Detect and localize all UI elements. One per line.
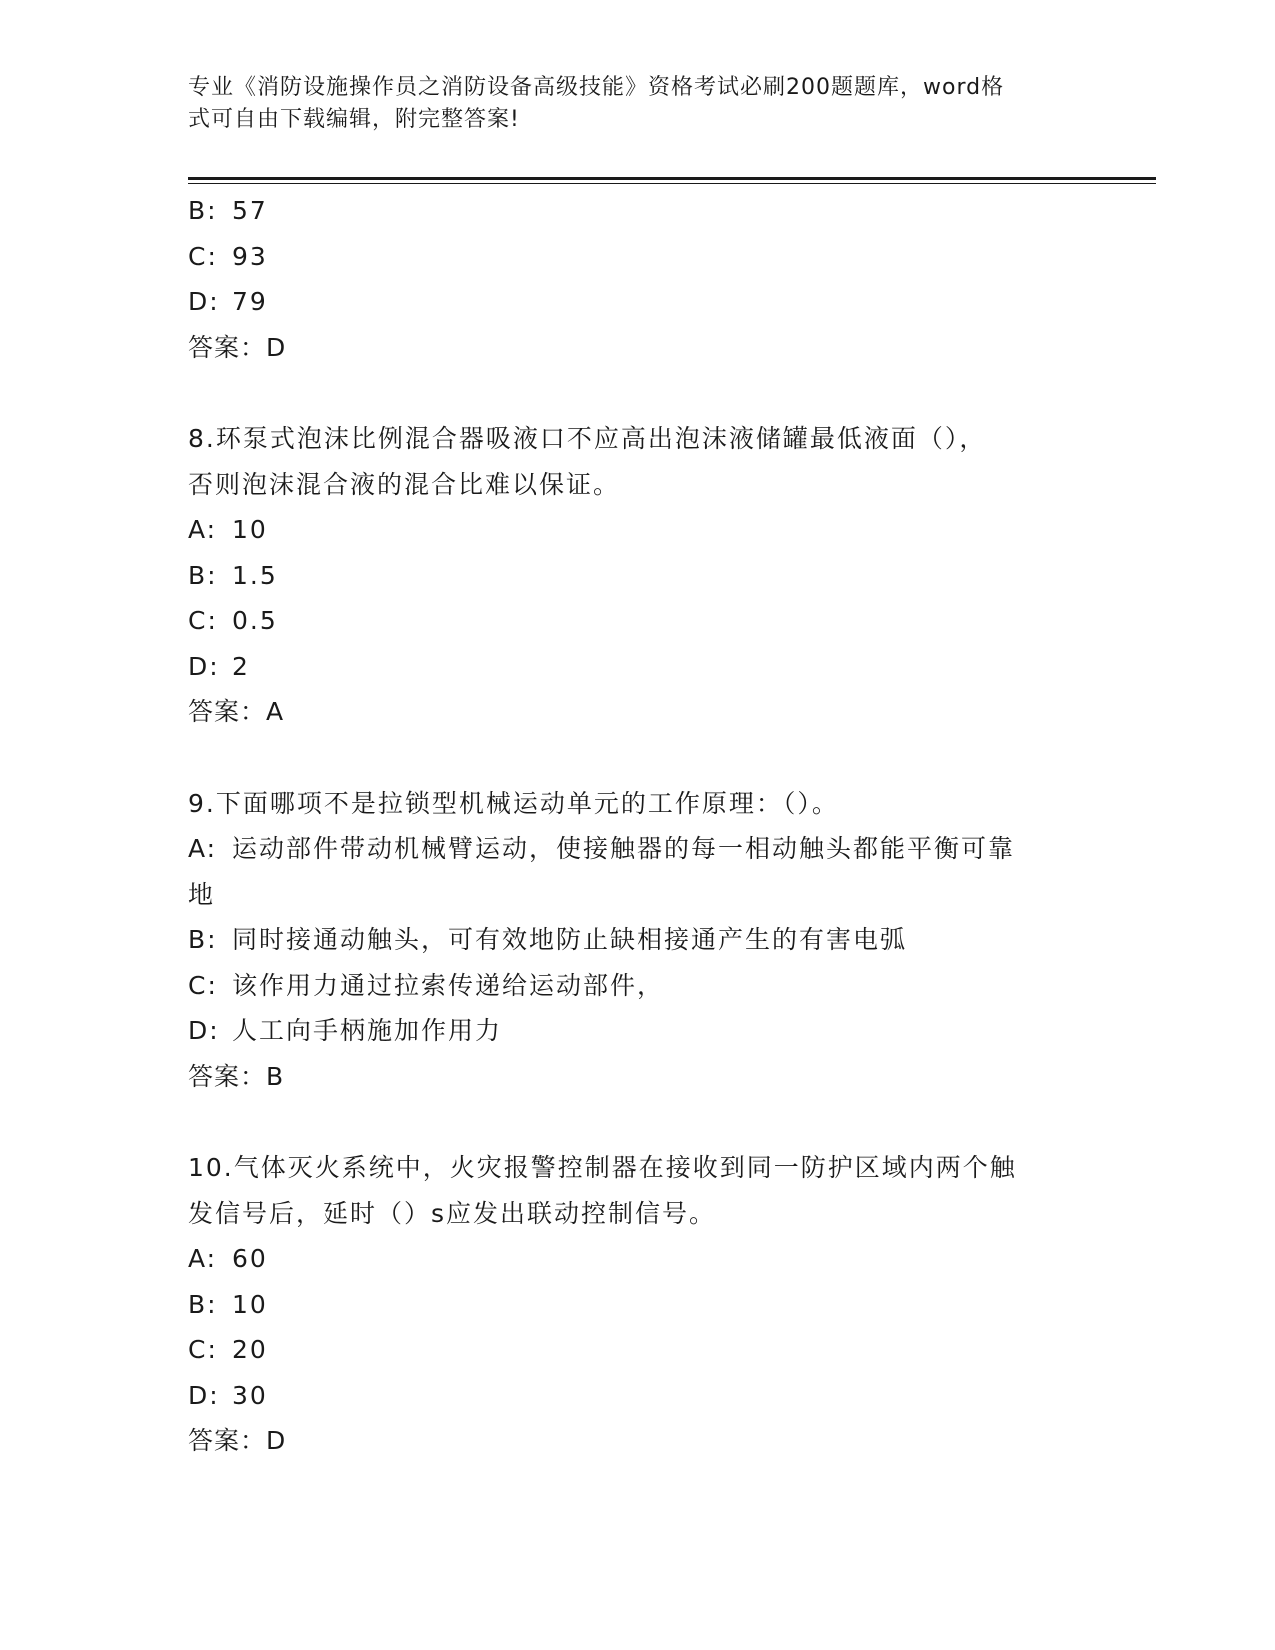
question-text: 10.气体灭火系统中，火灾报警控制器在接收到同一防护区域内两个触 [188, 1153, 1017, 1182]
answer-line: 答案：D [188, 1426, 287, 1455]
option-a [188, 1236, 1088, 1282]
option-text: 57 [232, 196, 268, 225]
option-text: 10 [232, 1289, 268, 1319]
option-d [188, 1373, 1088, 1419]
option-a [188, 826, 1088, 872]
question-9 [188, 781, 1088, 1100]
option-c [188, 963, 1088, 1009]
question-text: 9.下面哪项不是拉锁型机械运动单元的工作原理：（）。 [188, 788, 839, 818]
document-header [188, 72, 1068, 136]
question-text-cont: 发信号后，延时（）s应发出联动控制信号。 [188, 1198, 717, 1228]
answer-line: 答案：D [188, 332, 287, 362]
option-label: A: [188, 1244, 218, 1273]
option-label: D: [188, 651, 220, 681]
option-d [188, 644, 1088, 690]
option-text: 1.5 [232, 560, 278, 590]
option-d [188, 1008, 1088, 1054]
option-label: C: [188, 970, 218, 1000]
option-a [188, 507, 1088, 553]
option-label: C: [188, 606, 218, 635]
option-b [188, 188, 1088, 234]
option-text: 60 [232, 1244, 268, 1273]
option-c [188, 1327, 1088, 1373]
option-label: D: [188, 1016, 220, 1045]
option-text: 该作用力通过拉索传递给运动部件， [232, 970, 665, 1000]
option-text: 2 [232, 651, 250, 681]
question-10 [188, 1145, 1088, 1464]
option-label: D: [188, 287, 220, 316]
option-text: 20 [232, 1335, 268, 1364]
question-8 [188, 416, 1088, 735]
option-label: A: [188, 834, 218, 863]
header-line-2: 式可自由下载编辑，附完整答案! [188, 107, 520, 132]
question-text-cont: 否则泡沫混合液的混合比难以保证。 [188, 469, 621, 499]
option-text: 10 [232, 515, 268, 544]
question-text: 8.环泵式泡沫比例混合器吸液口不应高出泡沫液储罐最低液面（）， [188, 424, 987, 453]
header-divider-thin [188, 183, 1156, 184]
header-line-1: 专业《消防设施操作员之消防设备高级技能》资格考试必刷200题题库，word格 [188, 75, 1005, 100]
option-text: 0.5 [232, 606, 278, 635]
option-b [188, 1282, 1088, 1328]
option-label: D: [188, 1380, 220, 1410]
option-text: 93 [232, 241, 268, 271]
option-c [188, 598, 1088, 644]
option-text: 同时接通动触头，可有效地防止缺相接通产生的有害电弧 [232, 925, 908, 954]
option-label: C: [188, 1335, 218, 1364]
option-label: B: [188, 196, 218, 225]
question-list [188, 188, 1088, 1464]
option-text: 30 [232, 1380, 268, 1410]
option-d [188, 279, 1088, 325]
option-label: B: [188, 1289, 218, 1319]
option-text: 运动部件带动机械臂运动，使接触器的每一相动触头都能平衡可靠 [232, 834, 1016, 863]
option-c [188, 234, 1088, 280]
prev-question-options [188, 188, 1088, 370]
option-label: B: [188, 560, 218, 590]
option-b [188, 553, 1088, 599]
header-divider-thick [188, 177, 1156, 180]
option-text: 79 [232, 287, 268, 316]
option-b [188, 917, 1088, 963]
option-label: B: [188, 925, 218, 954]
option-text: 人工向手柄施加作用力 [232, 1016, 503, 1045]
answer-line: 答案：B [188, 1061, 285, 1091]
option-label: C: [188, 241, 218, 271]
answer-line: 答案：A [188, 697, 285, 726]
option-a-cont: 地 [188, 879, 216, 909]
option-label: A: [188, 515, 218, 544]
